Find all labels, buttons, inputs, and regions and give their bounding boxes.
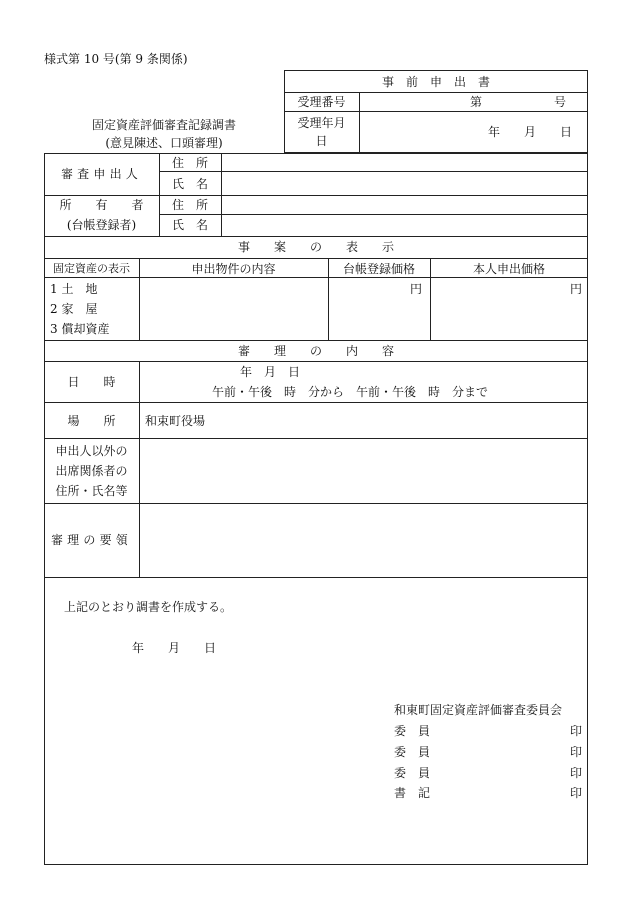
signer-seal-4: 印 [570,786,583,800]
attendees-label-3: 住所・氏名等 [55,484,128,498]
asset-type-depreciable: 3 償却資産 [50,322,110,336]
receipt-date-value: 年 月 日 [488,125,573,139]
signer-role-3: 委 員 [394,766,431,780]
receipt-date-label-2: 日 [315,134,328,148]
attendees-label-2: 出席関係者の [55,464,128,478]
committee-name: 和東町固定資産評価審査委員会 [394,703,563,717]
receipt-number-label: 受理番号 [297,95,346,109]
applicant-name-label: 氏 名 [171,177,208,191]
signer-seal-3: 印 [570,766,583,780]
signer-seal-2: 印 [570,745,583,759]
footer-date: 年 月 日 [132,641,217,655]
owner-name-label: 氏 名 [171,218,208,232]
owner-address-label: 住 所 [171,198,208,212]
case-section-title: 事 案 の 表 示 [237,240,394,254]
hearing-date: 年 月 日 [240,365,301,379]
col-registered-price: 台帳登録価格 [342,262,415,276]
form-number: 様式第 10 号(第 9 条関係) [44,52,188,66]
asset-type-house: 2 家 屋 [50,302,98,316]
statement: 上記のとおり調書を作成する。 [64,600,233,614]
signer-seal-1: 印 [570,724,583,738]
owner-label: 所 有 者 [59,198,144,212]
col-claimed-price: 本人申出価格 [472,262,545,276]
attendees-label-1: 申出人以外の [55,444,128,458]
datetime-label: 日 時 [67,375,116,389]
doc-subtitle: (意見陳述、口頭審理) [105,136,223,150]
hearing-time: 午前・午後 時 分から 午前・午後 時 分まで [212,385,489,399]
receipt-date-label: 受理年月 [297,116,346,130]
registered-price-unit: 円 [410,282,423,296]
header-title: 事 前 申 出 書 [381,75,490,89]
claimed-price-unit: 円 [570,282,583,296]
place-label: 場 所 [67,414,116,428]
doc-title: 固定資産評価審査記録調書 [91,118,236,132]
main-form-table [44,153,588,865]
signer-role-4: 書 記 [394,786,431,800]
signer-role-2: 委 員 [394,745,431,759]
applicant-label: 審査申出人 [60,167,142,181]
hearing-section-title: 審 理 の 内 容 [237,344,394,358]
summary-label: 審理の要領 [50,533,132,547]
applicant-address-label: 住 所 [171,156,208,170]
signer-role-1: 委 員 [394,724,431,738]
asset-type-land: 1 土 地 [50,282,98,296]
receipt-number-value: 第 号 [470,95,567,109]
owner-label-sub: (台帳登録者) [66,218,137,232]
col-property-content: 申出物件の内容 [191,262,276,276]
col-asset-display: 固定資産の表示 [53,262,130,275]
place-value: 和束町役場 [145,414,206,428]
